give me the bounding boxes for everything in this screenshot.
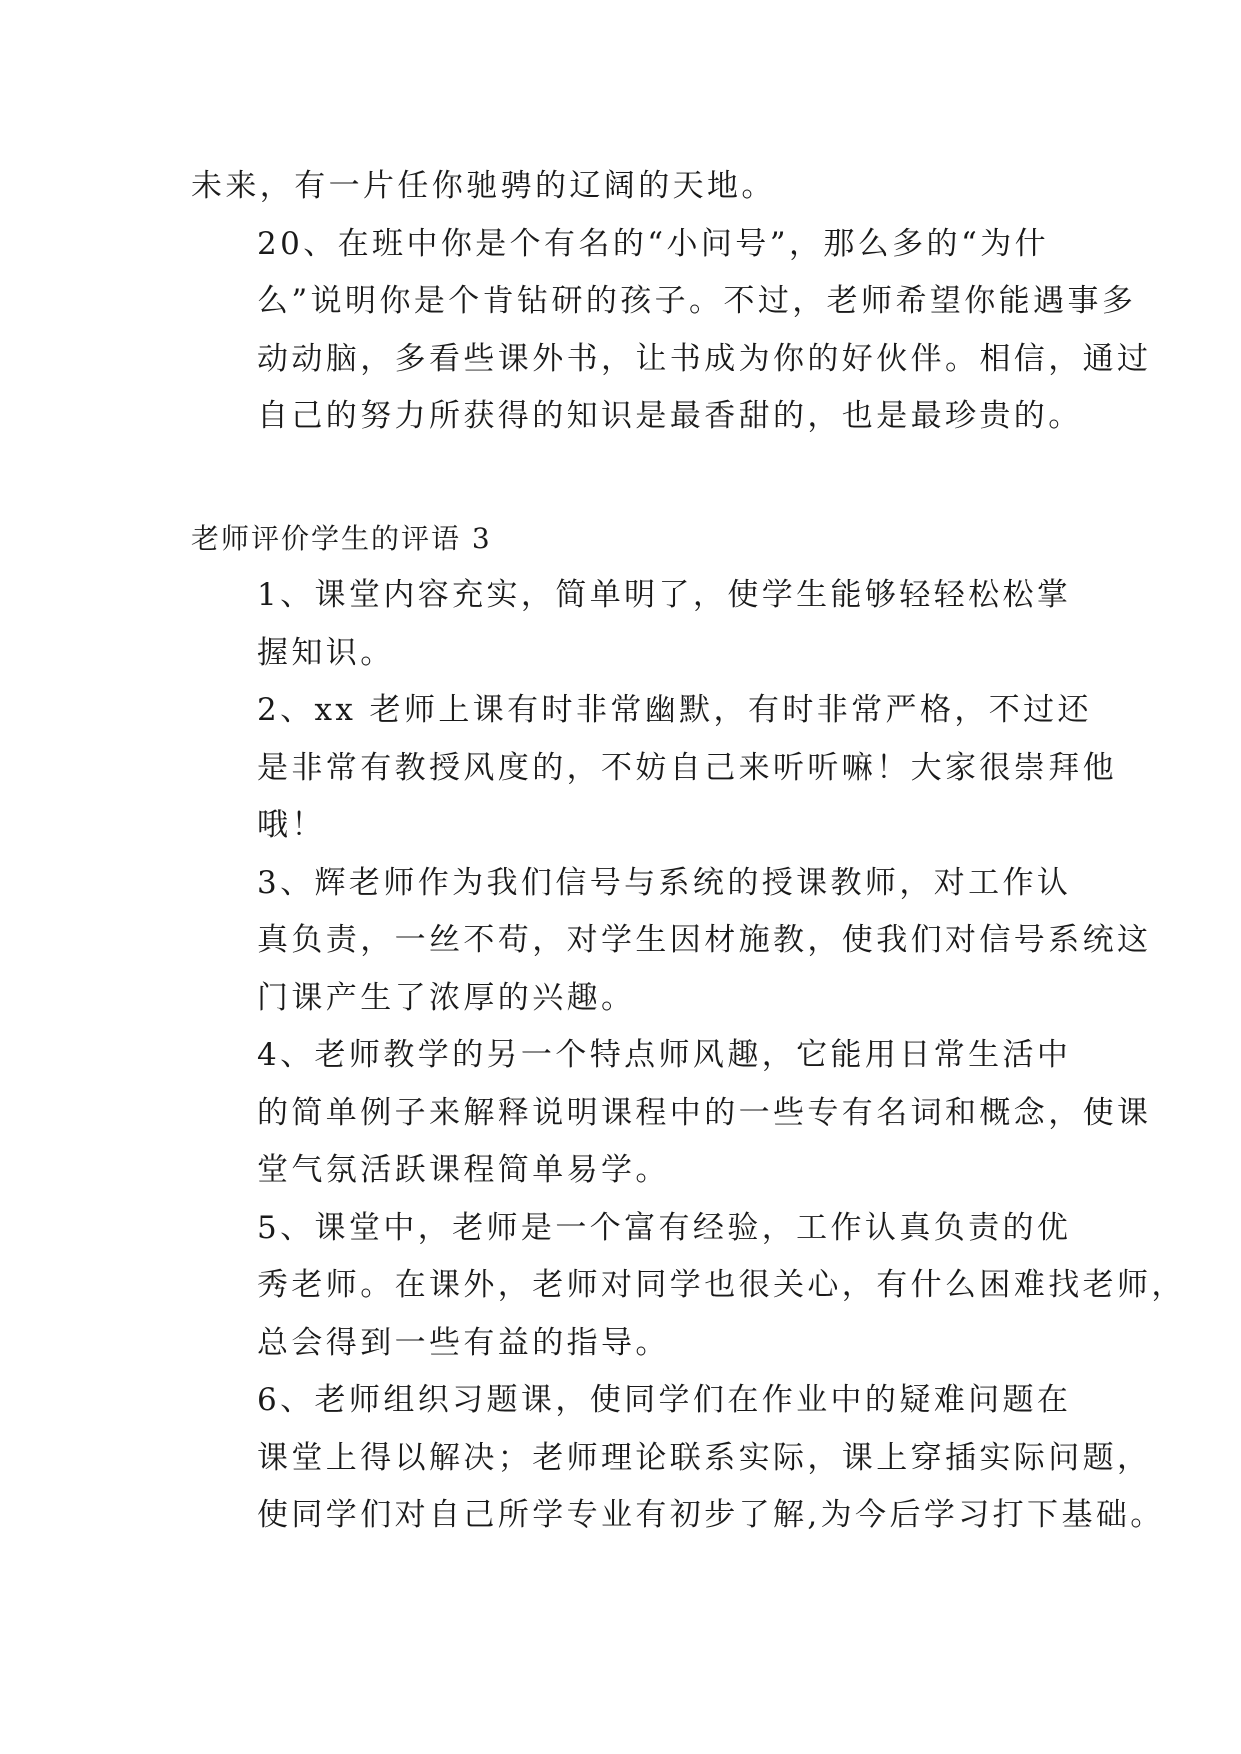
text-line: 6、老师组织习题课，使同学们在作业中的疑难问题在 <box>257 1382 1072 1418</box>
text-line: 4、老师教学的另一个特点师风趣，它能用日常生活中 <box>257 1037 1072 1073</box>
text-line: 2、xx 老师上课有时非常幽默，有时非常严格，不过还 <box>257 692 1092 728</box>
section-heading-text: 老师评价学生的评语 3 <box>191 521 492 555</box>
text-line: 未来，有一片任你驰骋的辽阔的天地。 <box>191 168 776 204</box>
text-line: 秀老师。在课外，老师对同学也很关心，有什么困难找老师， <box>257 1267 1186 1303</box>
text-line: 么”说明你是个肯钻研的孩子。不过，老师希望你能遇事多 <box>257 283 1137 319</box>
comment-item-2 <box>191 682 1117 855</box>
text-line: 门课产生了浓厚的兴趣。 <box>257 979 636 1016</box>
text-line: 20、在班中你是个有名的“小问号”，那么多的“为什 <box>257 225 1049 262</box>
comment-item-4 <box>191 1027 1152 1200</box>
text-line: 是非常有教授风度的，不妨自己来听听嘛！大家很崇拜他 <box>257 749 1117 786</box>
text-line: 3、辉老师作为我们信号与系统的授课教师，对工作认 <box>257 864 1072 901</box>
text-line: 1、课堂内容充实，简单明了，使学生能够轻轻松松掌 <box>257 577 1072 613</box>
text-line: 堂气氛活跃课程简单易学。 <box>257 1152 670 1188</box>
text-line: 握知识。 <box>257 634 395 671</box>
section-heading <box>191 510 1071 568</box>
text-line: 动动脑，多看些课外书，让书成为你的好伙伴。相信，通过 <box>257 340 1152 377</box>
text-line: 哦！ <box>257 807 326 843</box>
text-line: 使同学们对自己所学专业有初步了解,为今后学习打下基础。 <box>257 1497 1165 1533</box>
comment-item-5 <box>191 1200 1186 1373</box>
text-line: 5、课堂中，老师是一个富有经验，工作认真负责的优 <box>257 1209 1072 1246</box>
paragraph-continuation <box>191 158 1071 216</box>
document-body <box>191 158 1186 1545</box>
comment-item-1 <box>191 567 1071 682</box>
text-line: 总会得到一些有益的指导。 <box>257 1324 670 1361</box>
text-line: 课堂上得以解决；老师理论联系实际，课上穿插实际问题， <box>257 1439 1152 1476</box>
comment-item-6 <box>191 1372 1165 1545</box>
text-line: 的简单例子来解释说明课程中的一些专有名词和概念，使课 <box>257 1094 1152 1131</box>
text-line: 真负责，一丝不苟，对学生因材施教，使我们对信号系统这 <box>257 922 1152 958</box>
text-line: 自己的努力所获得的知识是最香甜的，也是最珍贵的。 <box>257 398 1083 434</box>
comment-item-20 <box>191 216 1152 446</box>
comment-item-3 <box>191 855 1152 1028</box>
